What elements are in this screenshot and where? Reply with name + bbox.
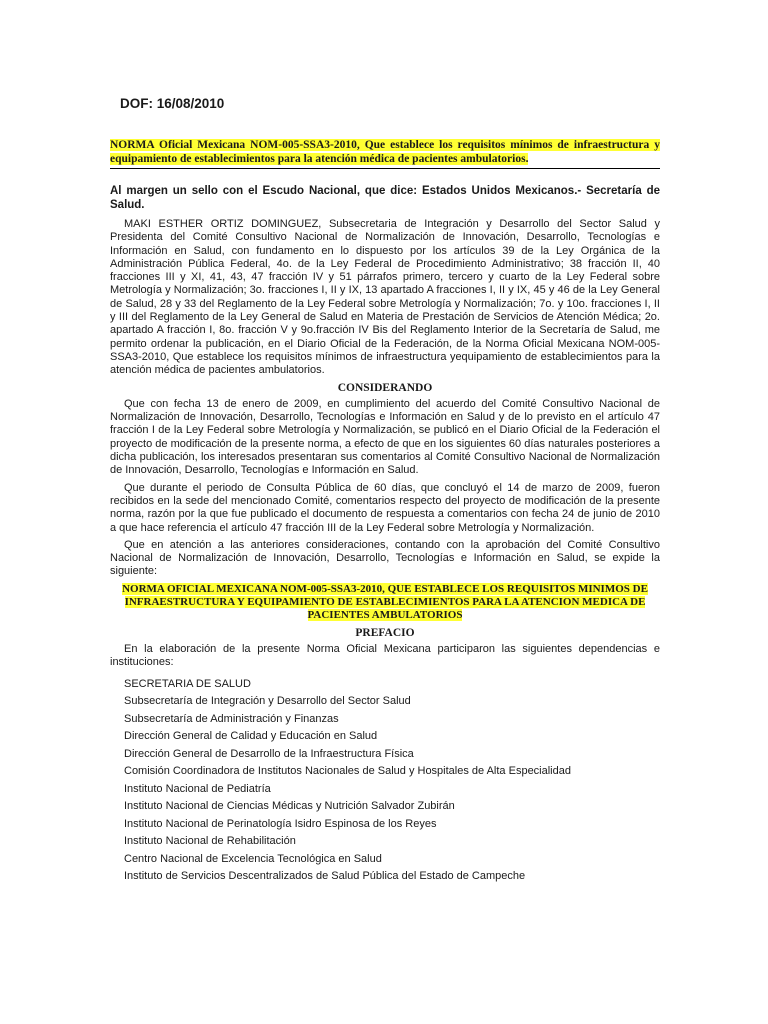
list-item: Instituto Nacional de Rehabilitación xyxy=(124,835,296,848)
paragraph-1: MAKI ESTHER ORTIZ DOMINGUEZ, Subsecretaria de Integración y Desarrollo del Sector Salud y Presidenta del Comité Consultivo Nacional de Normalización de Innovación, Desarrollo, Tecnologías e Información en Salud, con fundamento en lo dispuesto por los artículos 39 de la Ley Orgánica de la Administración Pública Federal, 4o. de la Ley Federal de Procedimiento Administrativo; 38 fracción II, 40 fracciones III y XI, 41, 43, 47 fracción IV y 51 párrafos primero, tercero y cuarto de la Ley Federal sobre Metrología y Normalización; 3o. fracciones I, II y IX, 13 apartado A fracciones I, II y IX, 45 y 46 de la Ley General de Salud, 28 y 33 del Reglamento de la Ley Federal sobre Metrología y Normalización; 7o. y 10o. fracciones I, II y III del Reglamento de la Ley General de Salud en Materia de Prestación de Servicios de Atención Médica; 2o. apartado A fracción I, 8o. fracción V y 9o.fracción IV Bis del Reglamento Interior de la Secretaría de Salud, me permito ordenar la publicación, en el Diario Oficial de la Federación, de la Norma Oficial Mexicana NOM-005-SSA3-2010, Que establece los requisitos mínimos de infraestructura yequipamiento de establecimientos para la atención médica de pacientes ambulatorios. xyxy=(110,218,660,377)
list-item: Instituto Nacional de Ciencias Médicas y Nutrición Salvador Zubirán xyxy=(124,800,455,813)
intro-paragraph: Al margen un sello con el Escudo Nacional, que dice: Estados Unidos Mexicanos.- Secretaría de Salud. xyxy=(110,185,660,211)
institution-list xyxy=(124,676,660,886)
norma-caps-text: NORMA OFICIAL MEXICANA NOM-005-SSA3-2010, QUE ESTABLECE LOS REQUISITOS MINIMOS DE INFRAESTRUCTURA Y EQUIPAMIENTO DE ESTABLECIMIENTOS PARA LA ATENCION MEDICA DE PACIENTES AMBULATORIOS xyxy=(122,582,648,621)
list-item: Instituto de Servicios Descentralizados de Salud Pública del Estado de Campeche xyxy=(124,870,526,883)
dof-date: DOF: 16/08/2010 xyxy=(120,96,225,111)
norma-caps-title xyxy=(110,583,660,622)
prefacio-heading: PREFACIO xyxy=(355,626,415,639)
paragraph-4: Que en atención a las anteriores consideraciones, contando con la aprobación del Comité Consultivo Nacional de Normalización de Innovación, Desarrollo, Tecnologías e Información en Salud, se expide la siguiente: xyxy=(110,538,660,578)
paragraph-2: Que con fecha 13 de enero de 2009, en cumplimiento del acuerdo del Comité Consultivo Nacional de Normalización de Innovación, Desarrollo, Tecnologías e Información en Salud y de lo previsto en el artículo 47 fracción I de la Ley Federal sobre Metrología y Normalización, se publicó en el Diario Oficial de la Federación el proyecto de modificación de la presente norma, a efecto de que en los siguientes 60 días naturales posteriores a dicha publicación, los interesados presentaran sus comentarios al Comité Consultivo Nacional de Normalización de Innovación, Desarrollo, Tecnologías e Información en Salud. xyxy=(110,397,660,477)
list-item: Subsecretaría de Integración y Desarrollo del Sector Salud xyxy=(124,695,411,708)
list-item: Instituto Nacional de Perinatología Isidro Espinosa de los Reyes xyxy=(124,817,437,830)
norma-title xyxy=(110,138,660,169)
list-item: Dirección General de Calidad y Educación en Salud xyxy=(124,730,378,743)
paragraph-5: En la elaboración de la presente Norma Oficial Mexicana participaron las siguientes dependencias e instituciones: xyxy=(110,643,660,669)
norma-title-text: NORMA Oficial Mexicana NOM-005-SSA3-2010, Que establece los requisitos mínimos de infraestructura y equipamiento de establecimientos para la atención médica de pacientes ambulatorios. xyxy=(110,139,660,165)
list-item: Centro Nacional de Excelencia Tecnológica en Salud xyxy=(124,852,382,865)
document-body xyxy=(110,184,660,886)
list-item: Subsecretaría de Administración y Finanzas xyxy=(124,712,339,725)
paragraph-3: Que durante el periodo de Consulta Pública de 60 días, que concluyó el 14 de marzo de 2009, fueron recibidos en la sede del mencionado Comité, comentarios respecto del proyecto de modificación de la presente norma, razón por la que fue publicado el documento de respuesta a comentarios con fecha 24 de junio de 2010 a que hace referencia el artículo 47 fracción III de la Ley Federal sobre Metrología y Normalización. xyxy=(110,481,660,534)
list-item: Dirección General de Desarrollo de la Infraestructura Física xyxy=(124,747,414,760)
considerando-heading: CONSIDERANDO xyxy=(337,381,433,394)
list-item: Comisión Coordinadora de Institutos Nacionales de Salud y Hospitales de Alta Especialidad xyxy=(124,765,571,778)
list-item: SECRETARIA DE SALUD xyxy=(124,677,251,690)
list-item: Instituto Nacional de Pediatría xyxy=(124,782,271,795)
